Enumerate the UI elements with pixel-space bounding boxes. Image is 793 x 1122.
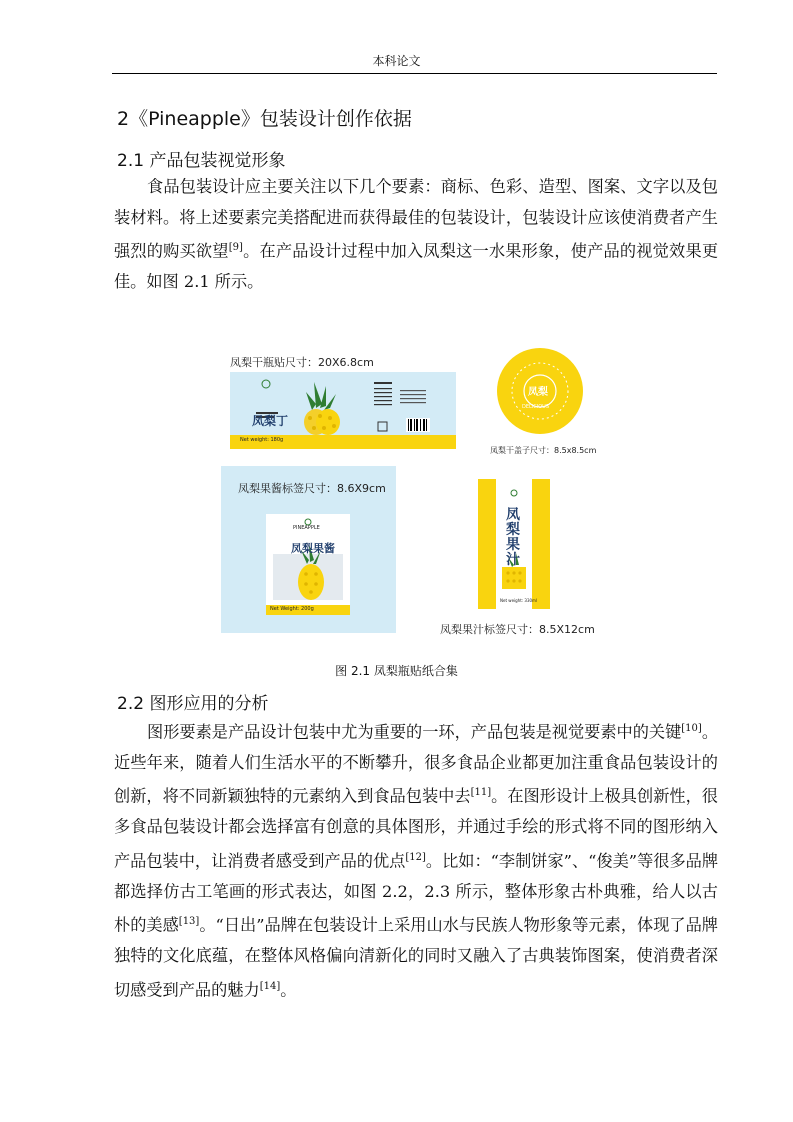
label-cap-size: 凤梨干盖子尺寸：8.5x8.5cm	[490, 446, 597, 455]
dry-brand-name: 凤梨丁	[252, 414, 289, 428]
paragraph-2-2: 图形要素是产品设计包装中尤为重要的一环，产品包装是视觉要素中的关键[10]。近些年来，随着人们生活水平的不断攀升，很多食品企业都更加注重食品包装设计的创新，将不同新颖独特的元素纳入到食品包装中去[11]。在图形设计上极具创新性，很多食品包装设计都会选择富有创意的具体图形，并通过手绘的形式将不同的图形纳入产品包装中，让消费者感受到产品的优点[12]。比如：“李制饼家”、“俊美”等很多品牌都选择仿古工笔画的形式表达，如图 2.2，2.3 所示，整体形象古朴典雅，给人以古朴的美感[13]。“日出”品牌在包装设计上采用山水与民族人物形象等元素，体现了品牌独特的文化底蕴，在整体风格偏向清新化的同时又融入了古典装饰图案，使消费者深切感受到产品的魅力[14]。	[114, 722, 719, 999]
figure-caption: 图 2.1 凤梨瓶贴纸合集	[335, 664, 458, 678]
label-dry-size: 凤梨干瓶贴尺寸：20X6.8cm	[230, 356, 374, 369]
juice-net-weight: Net weight: 330ml	[500, 598, 538, 603]
subsection-title-2-2: 2.2 图形应用的分析	[117, 694, 269, 714]
jam-net-weight: Net Weight: 200g	[270, 606, 314, 612]
label-jam-size: 凤梨果酱标签尺寸：8.6X9cm	[238, 482, 386, 495]
juice-brand-name: 凤梨果汁	[506, 507, 520, 568]
subsection-title-2-1: 2.1 产品包装视觉形象	[117, 151, 286, 171]
jam-english-text: PINEAPPLE	[293, 525, 320, 531]
page-header: 本科论文	[372, 54, 421, 68]
cap-brand-text: 凤梨	[528, 387, 548, 398]
header-rule	[112, 73, 717, 74]
dry-net-weight: Net weight: 180g	[240, 437, 284, 443]
jam-brand-name: 凤梨果酱	[291, 542, 335, 555]
cap-ring-text: DELICIOUS	[522, 404, 550, 410]
section-title: 2《Pineapple》包装设计创作依据	[117, 108, 412, 130]
label-juice-size: 凤梨果汁标签尺寸：8.5X12cm	[440, 623, 595, 636]
paragraph-2-1: 食品包装设计应主要关注以下几个要素：商标、色彩、造型、图案、文字以及包装材料。将上述要素完美搭配进而获得最佳的包装设计，包装设计应该使消费者产生强烈的购买欲望[9]。在产品设计过程中加入凤梨这一水果形象，使产品的视觉效果更佳。如图 2.1 所示。	[114, 177, 719, 291]
